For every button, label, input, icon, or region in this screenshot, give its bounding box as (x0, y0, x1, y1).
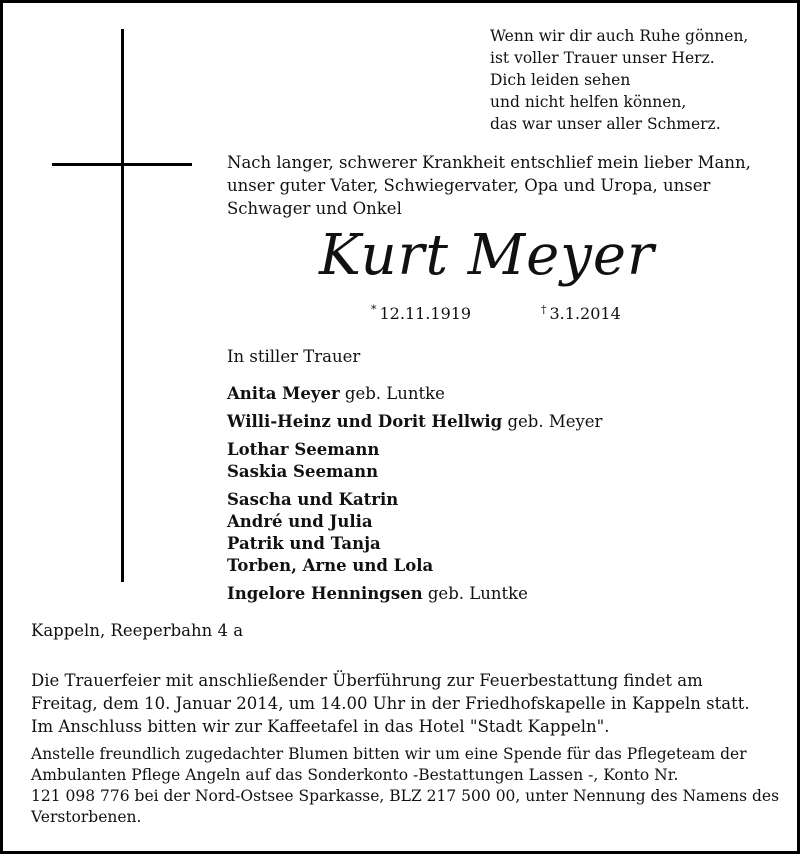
family-member-note: geb. Meyer (507, 412, 603, 431)
donation-notice (31, 744, 779, 828)
notice-line: Die Trauerfeier mit anschließender Überführung zur Feuerbestattung findet am (31, 671, 703, 690)
poem-line: Wenn wir dir auch Ruhe gönnen, (490, 27, 749, 45)
family-entry (227, 383, 602, 405)
family-list (227, 383, 602, 605)
poem-line: Dich leiden sehen (490, 71, 631, 89)
family-entry (227, 511, 602, 533)
donation-line: Anstelle freundlich zugedachter Blumen bitten wir um eine Spende für das Pflegeteam der (31, 745, 747, 763)
family-member-name: Patrik und Tanja (227, 534, 381, 553)
birth-symbol: * (371, 303, 377, 316)
family-entry (227, 461, 602, 483)
family-entry (227, 533, 602, 555)
family-entry (227, 555, 602, 577)
notice-line: Im Anschluss bitten wir zur Kaffeetafel in das Hotel "Stadt Kappeln". (31, 717, 610, 736)
family-member-name: Sascha und Katrin (227, 490, 399, 509)
family-entry (227, 439, 602, 461)
cross-icon (121, 29, 124, 582)
family-member-name: Ingelore Henningsen (227, 584, 423, 603)
death-symbol: † (541, 303, 547, 316)
address: Kappeln, Reeperbahn 4 a (31, 621, 244, 640)
donation-line: 121 098 776 bei der Nord-Ostsee Sparkasse, BLZ 217 500 00, unter Nennung des Namens des (31, 787, 780, 805)
death-date (541, 303, 621, 323)
family-member-name: André und Julia (227, 512, 373, 531)
family-member-name: Torben, Arne und Lola (227, 556, 434, 575)
poem-line: ist voller Trauer unser Herz. (490, 49, 715, 67)
family-entry (227, 583, 602, 605)
family-member-name: Saskia Seemann (227, 462, 379, 481)
intro-line: Nach langer, schwerer Krankheit entschlief mein lieber Mann, (227, 153, 751, 172)
funeral-notice (31, 669, 750, 738)
family-member-note: geb. Luntke (427, 584, 528, 603)
death-date-value: 3.1.2014 (549, 304, 621, 323)
birth-date-value: 12.11.1919 (379, 304, 472, 323)
family-member-name: Lothar Seemann (227, 440, 380, 459)
donation-line: Ambulanten Pflege Angeln auf das Sonderkonto -Bestattungen Lassen -, Konto Nr. (31, 766, 679, 784)
family-member-name: Willi-Heinz und Dorit Hellwig (227, 412, 503, 431)
family-member-note: geb. Luntke (344, 384, 445, 403)
poem-line: und nicht helfen können, (490, 93, 687, 111)
family-entry (227, 489, 602, 511)
intro-line: Schwager und Onkel (227, 199, 402, 218)
family-entry (227, 411, 602, 433)
intro-text (227, 151, 751, 220)
poem-line: das war unser aller Schmerz. (490, 115, 721, 133)
notice-line: Freitag, dem 10. Januar 2014, um 14.00 Uhr in der Friedhofskapelle in Kappeln statt. (31, 694, 750, 713)
mourning-line: In stiller Trauer (227, 347, 361, 366)
family-member-name: Anita Meyer (227, 384, 340, 403)
intro-line: unser guter Vater, Schwiegervater, Opa und Uropa, unser (227, 176, 711, 195)
deceased-name: Kurt Meyer (319, 223, 655, 288)
cross-bar (52, 163, 192, 166)
poem (490, 25, 748, 135)
donation-line: Verstorbenen. (31, 808, 142, 826)
birth-date (371, 303, 471, 323)
